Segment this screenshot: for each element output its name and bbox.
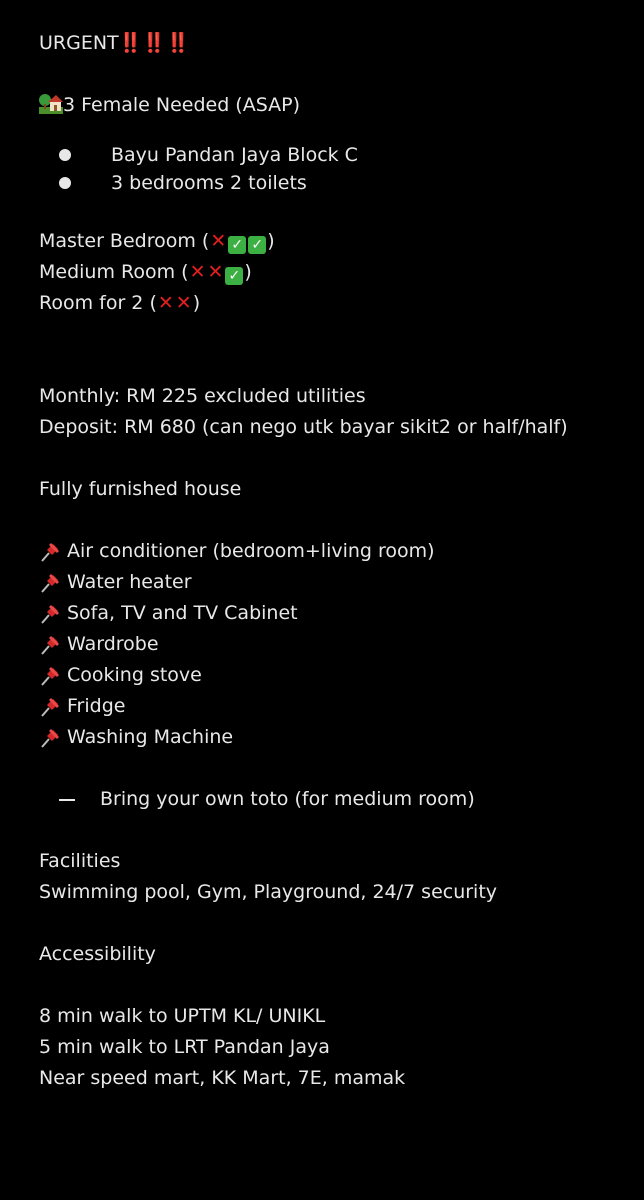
list-item: Cooking stove <box>39 660 629 691</box>
list-item: Air conditioner (bedroom+living room) <box>39 536 629 567</box>
facilities-list: Swimming pool, Gym, Playground, 24/7 security <box>39 881 498 903</box>
list-item: Wardrobe <box>39 629 629 660</box>
cross-mark-icon: ✕ <box>207 261 224 283</box>
urgent-line <box>39 28 629 59</box>
room-for-two: Room for 2 (✕ ✕) <box>39 292 201 314</box>
deposit-price: Deposit: RM 680 (can nego utk bayar sikit2 or half/half) <box>39 416 568 438</box>
cross-mark-icon: ✕ <box>189 261 206 283</box>
check-mark-button-icon: ✓ <box>248 236 266 254</box>
check-mark-button-icon: ✓ <box>228 236 246 254</box>
pushpin-icon <box>39 572 61 594</box>
note-body <box>39 28 629 1094</box>
facilities-heading: Facilities <box>39 850 121 872</box>
headline-text: 3 Female Needed (ASAP) <box>63 94 300 116</box>
accessibility-line: 8 min walk to UPTM KL/ UNIKL <box>39 1005 326 1027</box>
urgent-title: URGENT <box>39 32 119 54</box>
headline-line <box>39 90 629 121</box>
dash-icon <box>59 799 75 801</box>
list-item: Washing Machine <box>39 722 629 753</box>
cross-mark-icon: ✕ <box>210 230 227 252</box>
list-item: Bayu Pandan Jaya Block C <box>59 141 629 169</box>
pushpin-icon <box>39 634 61 656</box>
bullet-icon <box>59 149 71 161</box>
amenities-list <box>39 536 629 753</box>
cross-mark-icon: ✕ <box>157 292 174 314</box>
double-exclamation-icon: ‼️‼️‼️ <box>118 32 190 54</box>
list-item: Water heater <box>39 567 629 598</box>
location-list <box>59 141 629 197</box>
list-item: Fridge <box>39 691 629 722</box>
accessibility-line: Near speed mart, KK Mart, 7E, mamak <box>39 1067 406 1089</box>
room-medium: Medium Room (✕ ✕ ✓ ) <box>39 261 252 284</box>
bullet-icon <box>59 177 71 189</box>
list-item: Sofa, TV and TV Cabinet <box>39 598 629 629</box>
room-master: Master Bedroom (✕ ✓ ✓ ) <box>39 230 275 253</box>
pushpin-icon <box>39 727 61 749</box>
pushpin-icon <box>39 541 61 563</box>
monthly-price: Monthly: RM 225 excluded utilities <box>39 385 366 407</box>
house-with-garden-icon <box>39 92 63 114</box>
toto-note: Bring your own toto (for medium room) <box>59 784 629 815</box>
pushpin-icon <box>39 696 61 718</box>
list-item: 3 bedrooms 2 toilets <box>59 169 629 197</box>
furnished-line: Fully furnished house <box>39 478 242 500</box>
accessibility-line: 5 min walk to LRT Pandan Jaya <box>39 1036 330 1058</box>
accessibility-heading: Accessibility <box>39 943 156 965</box>
check-mark-button-icon: ✓ <box>225 267 243 285</box>
pushpin-icon <box>39 665 61 687</box>
pushpin-icon <box>39 603 61 625</box>
cross-mark-icon: ✕ <box>175 292 192 314</box>
